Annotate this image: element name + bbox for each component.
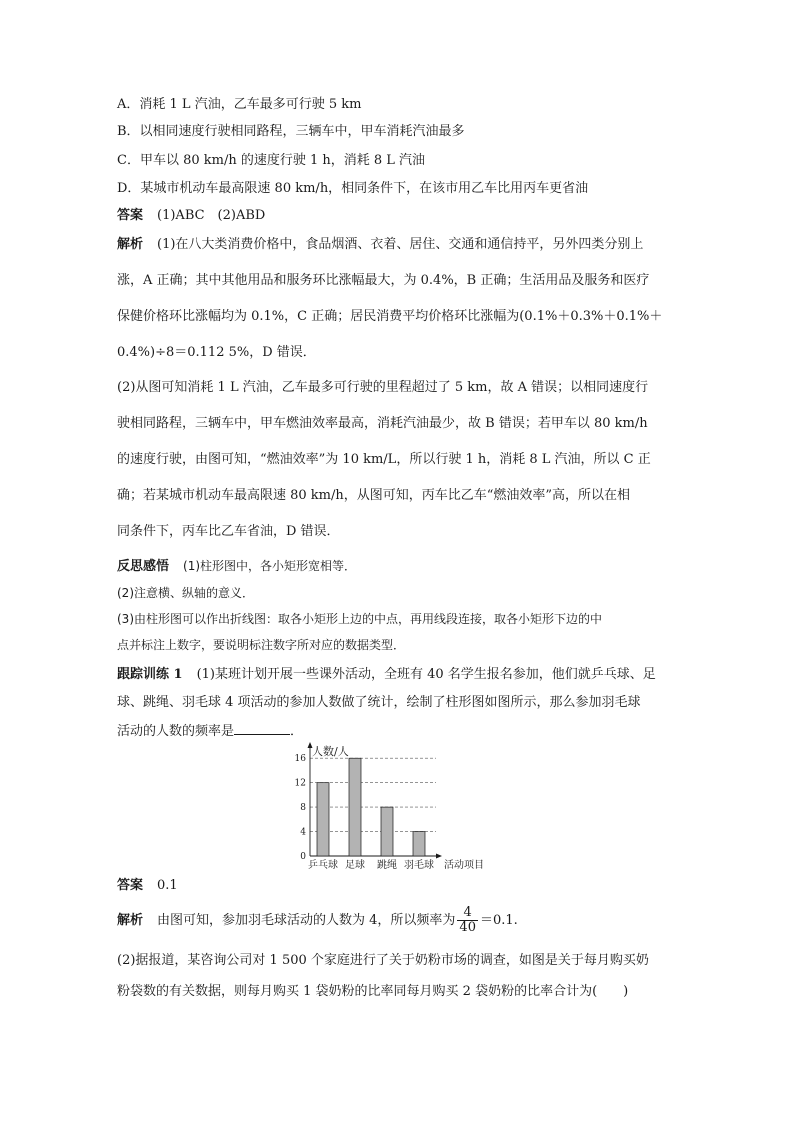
answer-text: (1)ABC (2)ABD [157, 208, 266, 223]
exercise-line-3: 活动的人数的频率是 ． [117, 724, 304, 739]
x-category-label: 乒乓球 [308, 860, 338, 870]
answer-1 [117, 207, 265, 225]
bar-1 [317, 783, 329, 856]
y-tick-label: 8 [300, 803, 306, 814]
x-category-label: 足球 [345, 860, 365, 870]
bar-2 [349, 758, 361, 856]
option-b: B．以相同速度行驶相同路程，三辆车中，甲车消耗汽油最多 [117, 124, 465, 139]
problem-2-line-2: 粉袋数的有关数据，则每月购买 1 袋奶粉的比率同每月购买 2 袋奶粉的比率合计为( ) [117, 984, 629, 999]
analysis-2: 解析 由图可知，参加羽毛球活动的人数为 4，所以频率为 $\frac{4}{40}$ ＝0.1. [117, 905, 518, 935]
analysis-1-line-3: 保健价格环比涨幅均为 0.1%，C 正确；居民消费平均价格环比涨幅为(0.1%＋0.3%＋0.1%＋ [117, 309, 663, 324]
exercise-line-2: 球、跳绳、羽毛球 4 项活动的参加人数做了统计，绘制了柱形图如图所示，那么参加羽毛球 [117, 695, 641, 710]
y-tick-label: 12 [294, 778, 306, 789]
option-c: C．甲车以 80 km/h 的速度行驶 1 h，消耗 8 L 汽油 [117, 153, 426, 168]
analysis-1-line-8: 确；若某城市机动车最高限速 80 km/h，从图可知，丙车比乙车“燃油效率”高，所以在相 [117, 488, 631, 503]
analysis-label: 解析 [117, 913, 144, 928]
bar-4 [413, 832, 425, 856]
analysis-1-line-7: 的速度行驶，由图可知，“燃油效率”为 10 km/L，所以行驶 1 h，消耗 8 L 汽油，所以 C 正 [117, 452, 651, 467]
answer-2 [117, 877, 178, 895]
option-a: A．消耗 1 L 汽油，乙车最多可行驶 5 km [117, 97, 362, 112]
analysis-1-line-6: 驶相同路程，三辆车中，甲车燃油效率最高，消耗汽油最少，故 B 错误；若甲车以 80 km/h [117, 416, 648, 431]
exercise-line-1: 跟踪训练 1 (1)某班计划开展一些课外活动，全班有 40 名学生报名参加，他们就乒乓球、足 [117, 667, 656, 682]
bar-chart [288, 740, 508, 870]
reflection-label: 反思感悟 [117, 559, 170, 574]
reflection-line-2: (2)注意横、纵轴的意义． [117, 586, 254, 600]
reflection-line-3: (3)由柱形图可以作出折线图：取各小矩形上边的中点，再用线段连接，取各小矩形下边的中 [117, 612, 603, 626]
x-category-label: 羽毛球 [404, 860, 434, 870]
x-category-label: 跳绳 [377, 860, 397, 870]
y-tick-label: 4 [300, 827, 306, 838]
analysis-1-line-9: 同条件下，丙车比乙车省油，D 错误． [117, 524, 340, 539]
option-d: D．某城市机动车最高限速 80 km/h，相同条件下，在该市用乙车比用丙车更省油 [117, 181, 589, 196]
y-axis-label: 人数/人 [312, 745, 349, 758]
problem-2-line-1: (2)据报道，某咨询公司对 1 500 个家庭进行了关于奶粉市场的调查，如图是关于每月购买奶 [117, 953, 649, 968]
bar-3 [381, 807, 393, 856]
answer-blank [234, 722, 290, 735]
exercise-label: 跟踪训练 1 [117, 667, 183, 682]
y-tick-label: 0 [300, 852, 306, 862]
analysis-1-line-2: 涨，A 正确；其中其他用品和服务环比涨幅最大，为 0.4%，B 正确；生活用品及服务和医疗 [117, 273, 650, 288]
fraction: $\frac{4}{40}$ [459, 905, 476, 935]
x-axis-arrow [436, 854, 442, 859]
x-axis-label: 活动项目 [444, 860, 484, 870]
answer-text: 0.1 [157, 878, 178, 893]
analysis-label: 解析 [117, 237, 144, 252]
reflection-line-1: 反思感悟 (1)柱形图中，各小矩形宽相等． [117, 559, 357, 574]
answer-label: 答案 [117, 878, 144, 893]
analysis-1-line-5: (2)从图可知消耗 1 L 汽油，乙车最多可行驶的里程超过了 5 km，故 A 错误；以相同速度行 [117, 380, 649, 395]
reflection-line-4: 点并标注上数字，要说明标注数字所对应的数据类型． [117, 638, 406, 652]
y-tick-label: 16 [294, 754, 306, 765]
analysis-1-line-1: 解析 (1)在八大类消费价格中，食品烟酒、衣着、居住、交通和通信持平，另外四类分别上 [117, 237, 644, 252]
analysis-1-line-4: 0.4%)÷8＝0.112 5%，D 错误． [117, 345, 316, 360]
answer-label: 答案 [117, 208, 144, 223]
